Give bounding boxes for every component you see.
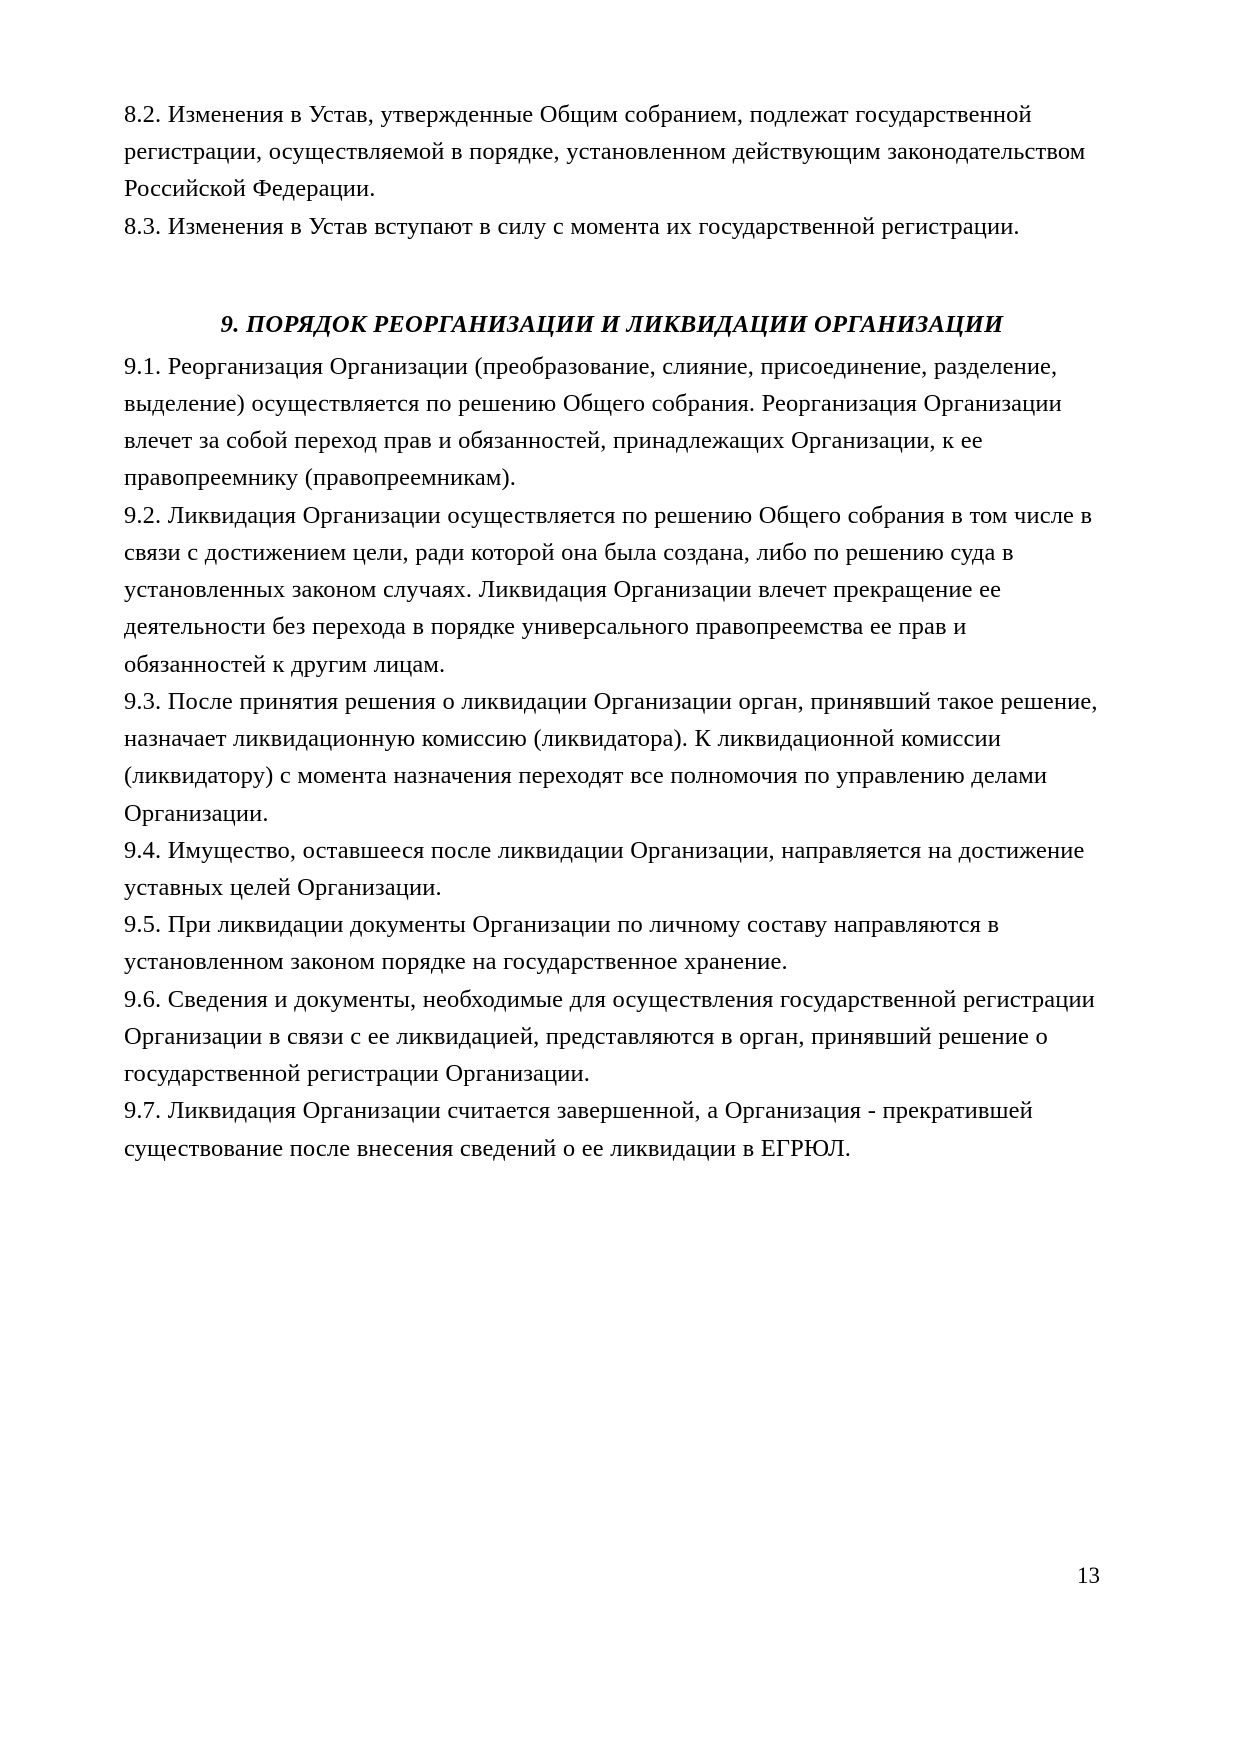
- clause-paragraph-8-3: 8.3. Изменения в Устав вступают в силу с момента их государственной регистрации.: [124, 212, 1020, 240]
- clause-paragraph-9-5: 9.5. При ликвидации документы Организации по личному составу направляются в установленном законом порядке на государственное хранение.: [124, 911, 1000, 976]
- clause-paragraph-9-2: 9.2. Ликвидация Организации осуществляется по решению Общего собрания в том числе в связи с достижением цели, ради которой она была создана, либо по решению суда в установленных законом случаях. Ликвидация Организации влечет прекращение ее деятельности без перехода в порядке универсального правопреемства ее прав и обязанностей к другим лицам.: [124, 501, 1093, 678]
- clause-paragraph-9-7: 9.7. Ликвидация Организации считается завершенной, а Организация - прекратившей существование после внесения сведений о ее ликвидации в ЕГРЮЛ.: [124, 1097, 1033, 1162]
- document-body: [124, 96, 1100, 1167]
- page-number: 13: [1077, 1563, 1100, 1588]
- clause-paragraph-9-4: 9.4. Имущество, оставшееся после ликвидации Организации, направляется на достижение уставных целей Организации.: [124, 836, 1085, 901]
- clause-paragraph-9-6: 9.6. Сведения и документы, необходимые для осуществления государственной регистрации Организации в связи с ее ликвидацией, представляются в орган, принявший решение о государственной регистрации Организации.: [124, 985, 1095, 1088]
- clause-paragraph-8-2: 8.2. Изменения в Устав, утвержденные Общим собранием, подлежат государственной регистрации, осуществляемой в порядке, установленном действующим законодательством Российской Федерации.: [124, 101, 1086, 203]
- heading-spacer: [124, 245, 1100, 307]
- clause-paragraph-9-1: 9.1. Реорганизация Организации (преобразование, слияние, присоединение, разделение, выделение) осуществляется по решению Общего собрания. Реорганизация Организации влечет за собой переход прав и обязанностей, принадлежащих Организации, к ее правопреемнику (правопреемникам).: [124, 352, 1062, 492]
- section-heading-9: 9. ПОРЯДОК РЕОРГАНИЗАЦИИ И ЛИКВИДАЦИИ ОРГАНИЗАЦИИ: [220, 310, 1004, 338]
- clause-paragraph-9-3: 9.3. После принятия решения о ликвидации Организации орган, принявший такое решение, назначает ликвидационную комиссию (ликвидатора). К ликвидационной комиссии (ликвидатору) с момента назначения переходят все полномочия по управлению делами Организации.: [124, 687, 1098, 827]
